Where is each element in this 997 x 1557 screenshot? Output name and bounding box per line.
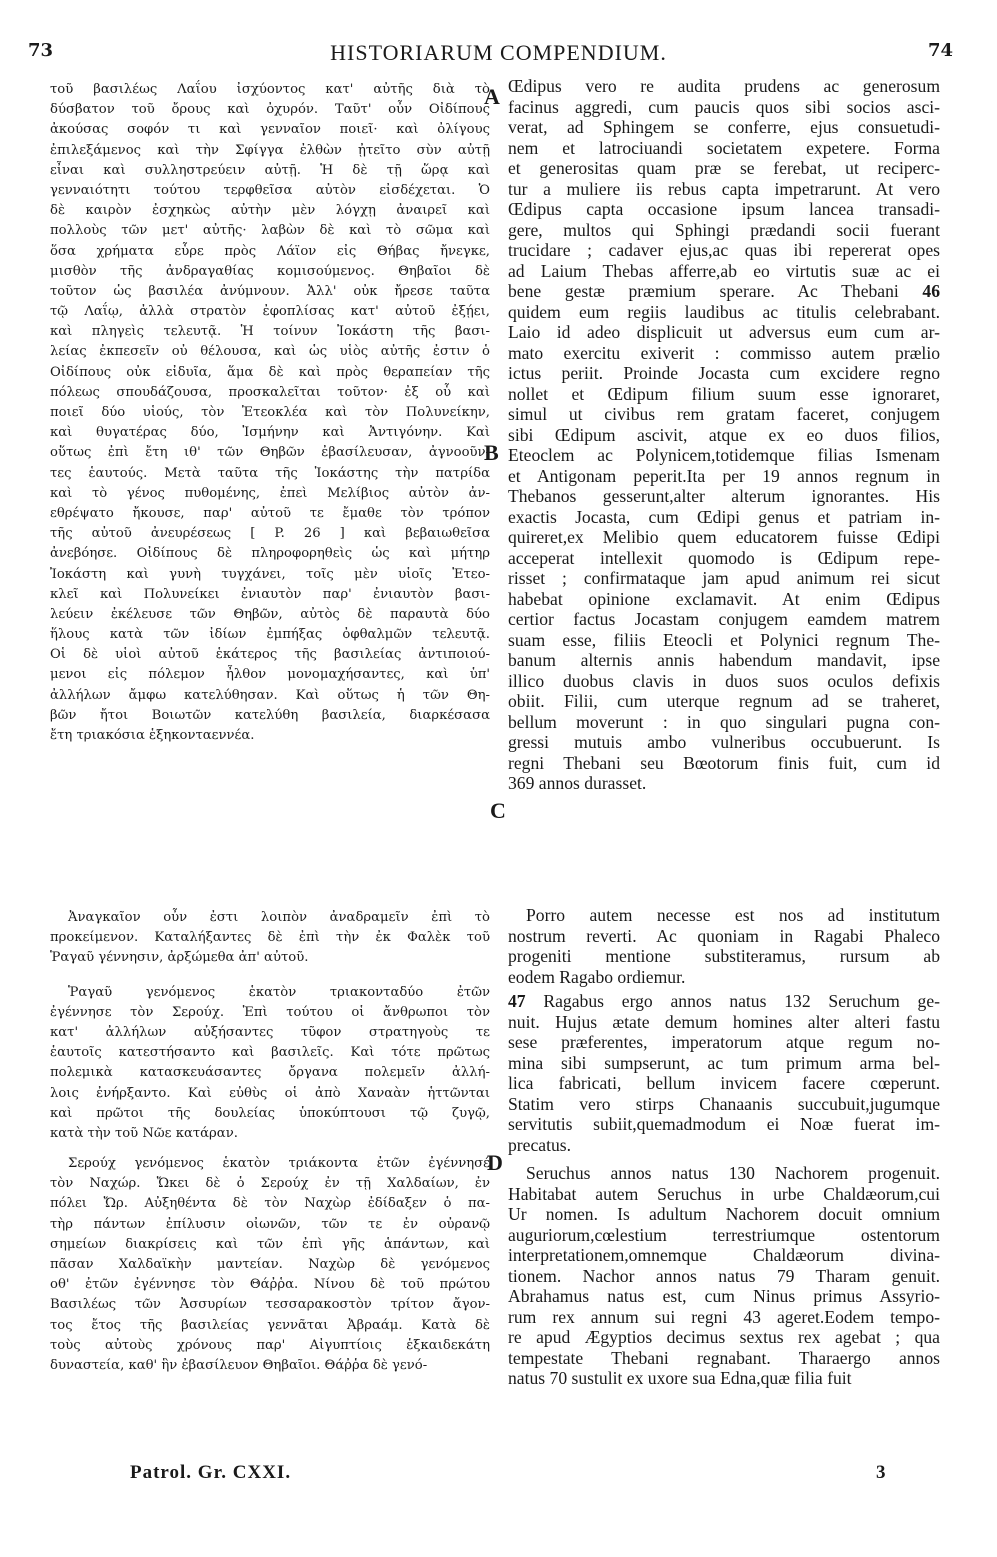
text-line: ποιεῖ δύο υἱούς, τὸν Ἐτεοκλέα καὶ τὸν Πολυνείκην, <box>50 405 490 420</box>
text-line: 47 Ragabus ergo annos natus 132 Seruchum ge- <box>508 991 940 1011</box>
page-number-right: 74 <box>927 40 953 61</box>
text-line: tur a muliere iis rebus capta impetrarunt. At vero <box>508 178 940 199</box>
text-line: καὶ θυγατέρας δύο, Ἰσμήνην καὶ Ἀντιγόνην. Καὶ <box>50 425 490 441</box>
text-line: δύσβατον τοῦ ὄρους καὶ ὀχυρόν. Ταῦτ' οὖν Οἰδίπους <box>50 102 490 118</box>
text-line: καὶ πρῶτοι τῆς δουλείας ὑποκύπτουσι τῷ ζυγῷ, <box>50 1105 490 1121</box>
text-line: Œdipus vero re audita prudens ac generosum <box>508 76 940 96</box>
text-line: 369 annos durasset. <box>508 773 647 793</box>
text-line: habebat opinione exclamavit. At enim Œdipus <box>508 588 940 609</box>
text-line: προκείμενον. Καταλήξαντες δὲ ἐπὶ τὴν ἐκ Φαλὲκ τοῦ <box>50 930 490 946</box>
text-line: exactis Jocasta, cum Œdipi genus et patriam in- <box>508 506 940 527</box>
text-line: facinus aggredi, cum paucis quos sibi socios asci- <box>508 96 940 117</box>
text-line: τὸν Ναχώρ. Ὤκει δὲ ὁ Σερούχ ἐν τῇ Χαλδαίων, ἐν <box>50 1176 490 1192</box>
text-line: κλεῖ καὶ Πολυνείκει ἐνιαυτὸν παρ' ἐνιαυτὸν βασι- <box>50 586 490 602</box>
text-line: ἑαυτοῖς κατεστήσαντο καὶ βασιλεῖς. Καὶ τότε πρῶτως <box>50 1045 490 1061</box>
text-line: λεύειν ἐκέλευσε τῶν Θηβῶν, αὐτὸς δὲ παραυτὰ δύο <box>50 606 490 622</box>
text-line: Οἰδίπους οὐκ εἰδυῖα, ἅμα δὲ καὶ πρὸς θεραπείαν τῆς <box>50 364 490 380</box>
text-line: natus 70 sustulit ex uxore sua Edna,quæ filia fuit <box>508 1368 852 1388</box>
text-line: ἀνεβόησε. Οἰδίπους δὲ πληροφορηθεὶς ὡς καὶ μήτηρ <box>50 546 490 562</box>
text-line: ἥλους κατὰ τῶν ἰδίων ἐμπήξας ὀφθαλμῶν τελευτᾷ. <box>50 627 490 643</box>
text-line: bene gestæ præmium sperare. Ac Thebani 46 <box>508 281 940 301</box>
text-line: Laio id adeo displicuit ut adversus eum cum ar- <box>508 322 940 342</box>
text-line: verat, ad Sphingem se conferre, ejus consuetudi- <box>508 117 940 137</box>
text-line: ἔτη τριακόσια ἑξηκονταεννέα. <box>50 728 255 743</box>
text-line: precatus. <box>508 1134 572 1155</box>
text-line: πᾶσαν Χαλδαϊκὴν μαντείαν. Ναχὼρ δὲ γενόμενος <box>50 1257 490 1272</box>
margin-marker-d: D <box>487 1150 503 1175</box>
text-line: quireret,ex Melibio quem educatorem fuisse Œdipi <box>508 527 940 547</box>
text-line: τος ἔτος τῆς βασιλείας γεννᾶται Ἀβραάμ. Κατὰ δὲ <box>50 1317 490 1333</box>
text-line: Ῥαγαῦ γέννησιν, ἀρξώμεθα ἀπ' αὐτοῦ. <box>50 950 309 966</box>
footer-signature: Patrol. Gr. CXXI. <box>130 1462 292 1483</box>
latin-column-top <box>508 76 940 794</box>
text-line: acceperat intellexit quomodo is Œdipum repe- <box>508 547 940 568</box>
text-line: γενναιότητι τούτου τερφθεῖσα αὐτὸν εἰσδέχεται. Ὁ <box>50 182 490 198</box>
text-line: τὴρ πάντων ἐπίλυσιν οἰωνῶν, τῶν τε ἐν οὐρανῷ <box>50 1216 490 1232</box>
text-line: Ῥαγαῦ γενόμενος ἑκατὸν τριακονταδύο ἐτῶν <box>68 984 490 1000</box>
text-line: κατὰ τὴν τοῦ Νῶε κατάραν. <box>50 1125 238 1141</box>
text-line: nollet et Œdipum filium suum esse ignoraret, <box>508 383 940 404</box>
text-line: Eteoclem ac Polynicem,totidemque filias Ismenam <box>508 445 940 465</box>
text-line: servitutis subiit,quemadmodum ei Noæ fuerat im- <box>508 1114 940 1134</box>
text-line: nostrum reverti. Ac quoniam in Ragabi Phaleco <box>508 925 940 946</box>
text-line: οὕτως ἐπὶ ἔτη ιθ' τῶν Θηβῶν ἐβασίλευσαν, ἀγνοοῦν- <box>50 445 490 461</box>
text-line: λοις ἐνήρξαντο. Καὶ εὐθὺς οἱ ἀπὸ Χαναὰν ἡττῶνται <box>50 1085 490 1101</box>
text-line: gere, multos qui Sphingi prædandi socii fuerant <box>508 219 940 240</box>
text-line: interpretationem,omnemque Chaldæorum divina- <box>508 1245 940 1265</box>
text-line: ἀκούσας σοφόν τι καὶ γενναῖον ποιεῖ· καὶ ὀλίγους <box>50 122 490 138</box>
text-line: δυναστεία, καθ' ἣν ἐβασίλευον Θηβαῖοι. Θάῤῥα δὲ γενό- <box>50 1357 428 1373</box>
text-line: τες ἑαυτούς. Μετὰ ταῦτα τῆς Ἰοκάστης τὴν πατρίδα <box>50 465 490 481</box>
text-line: nem et latrociuandi societatem expetere. Forma <box>508 137 940 158</box>
greek-column-bottom <box>50 908 490 1376</box>
text-line: οθ' ἐτῶν ἐγέννησε τὸν Θάῤῥα. Νίνου δὲ τοῦ πρώτου <box>50 1277 490 1293</box>
text-line: quidem eum regiis laudibus ac titulis celebrabant. <box>508 301 940 322</box>
text-line: lica fabricati, bellum invicem facere cœperunt. <box>508 1073 940 1093</box>
text-line: Ἰοκάστη καὶ γυνὴ τυγχάνει, τοῖς μὲν υἱοῖς Ἐτεο- <box>50 566 490 582</box>
text-line: πολεμικὰ κατασκευάσαντες ὄργανα πολεμεῖν ἀλλή- <box>50 1065 490 1081</box>
text-line: bellum moverunt : in quo singulari pugna con- <box>508 711 940 732</box>
latin-column-bottom <box>508 905 940 1389</box>
text-line: sibi Œdipum ascivit, atque ex eo duos filios, <box>508 424 940 445</box>
margin-marker-c: C <box>490 798 506 823</box>
text-line: nuit. Hujus ætate demum homines alter alteri fastu <box>508 1011 940 1032</box>
text-line: πόλεως σπουδάζουσα, προσκαλεῖται τοῦτον· ἐξ οὗ καὶ <box>50 384 490 400</box>
text-line: Statim vero stirps Chanaanis succubuit,jugumque <box>508 1093 940 1114</box>
text-line: βῶν ἤτοι Βοιωτῶν κατελύθη βασιλεία, διαρκέσασα <box>50 707 490 723</box>
text-line: Œdipus capta occasione ipsum lancea transadi- <box>508 199 940 219</box>
text-line: mato exercitu exiverit : commisso autem prælio <box>508 342 940 363</box>
text-line: πολλοὺς τῶν μετ' αὐτῆς· λαβὼν δὲ καὶ τὸ σῶμα καὶ <box>50 223 490 239</box>
text-line: λείας ἐκπεσεῖν οὐ θέλουσα, καὶ ὡς υἱὸς αὐτῆς ἐστιν ὁ <box>50 344 490 360</box>
text-line: risset ; confirmataque jam apud animum rei sicut <box>508 568 940 588</box>
running-title: HISTORIARUM COMPENDIUM. <box>330 40 667 65</box>
text-line: tionem. Nachor annos natus 79 Tharam genuit. <box>508 1265 940 1286</box>
text-line: regni Thebani seu Bœotorum finis fuit, cum id <box>508 752 940 773</box>
text-line: Porro autem necesse est nos ad institutum <box>526 905 940 925</box>
text-line: et Antigonam peperit.Ita per 19 annos regnum in <box>508 465 940 486</box>
text-line: certior factus Jocastam conjugem eamdem matrem <box>508 609 940 629</box>
text-line: et generositas quam præ se ferebat, ut reciperc- <box>508 158 940 178</box>
text-line: banum alternis annis habendum mandavit, ipse <box>508 650 940 670</box>
text-line: κατ' ἀλλήλων αὐξήσαντες τῦφον στρατηγοὺς τε <box>50 1024 490 1040</box>
text-line: καὶ πληγεὶς τελευτᾷ. Ἡ τοίνυν Ἰοκάστη τῆς βασι- <box>50 324 490 340</box>
text-line: τοὺς αὐτοὺς χρόνους παρ' Αἰγυπτίοις ἑξκαιδεκάτη <box>50 1337 490 1353</box>
text-line: tempestate Thebani regnabant. Tharaergo annos <box>508 1347 940 1368</box>
text-line: Habitabat autem Seruchus in urbe Chaldæorum,cui <box>508 1183 940 1204</box>
text-line: εἶναι καὶ συλληστρεύειν αὐτῇ. Ἡ δὲ τῇ ὥρᾳ καὶ <box>50 162 490 178</box>
text-line: illico duobus clavis in duos suos oculos defixis <box>508 670 940 691</box>
greek-column-top <box>50 80 490 746</box>
text-line: μισθὸν τῆς ἀνδραγαθίας κομισούμενος. Θηβαῖοι δὲ <box>50 263 490 279</box>
text-line: ἐπιλεξάμενος καὶ τὴν Σφίγγα ἐλθὼν ᾐτεῖτο σὺν αὐτῇ <box>50 142 490 158</box>
section-number: 47 <box>508 991 526 1011</box>
margin-marker-a: A <box>484 84 500 109</box>
column-marker: 46 <box>922 281 940 301</box>
text-line: μενοι εἰς πόλεμον ἦλθον μονομαχήσαντες, καὶ ὑπ' <box>50 667 490 683</box>
text-line: auguriorum,cœlestium terrestriumque ostentorum <box>508 1224 940 1245</box>
page-number-left: 73 <box>28 40 54 61</box>
text-line: Σερούχ γενόμενος ἑκατὸν τριάκοντα ἐτῶν ἐγέννησέ <box>68 1156 490 1172</box>
text-line: re apud Ægyptios decimus sextus rex agebat ; qua <box>508 1327 940 1347</box>
text-line: ἐγέννησε τὸν Σερούχ. Ἐπὶ τούτου οἱ ἄνθρωποι τὸν <box>50 1004 490 1020</box>
text-line: eodem Ragabo ordiemur. <box>508 966 686 987</box>
text-line: ad Laium Thebas afferre,ab eo virtutis suæ ac ei <box>508 260 940 281</box>
text-line: τοῦτον ὡς βασιλέα ἀνύμνουν. Ἀλλ' οὐκ ἤρεσε ταῦτα <box>50 283 490 299</box>
margin-marker-b: B <box>484 440 499 465</box>
text-line: ὅσα χρήματα εὗρε πρὸς Λάϊον εἰς Θήβας ἤνεγκε, <box>50 243 490 259</box>
text-line: καὶ τὸ γένος πυθομένης, ἐπεὶ Μελίβιος αὐτὸν ἀν- <box>50 485 490 501</box>
text-line: Ur nomen. Is adultum Nachorem docuit omnium <box>508 1204 940 1224</box>
text-line: mina sibi sumpserunt, ac tum primum arma bel- <box>508 1052 940 1073</box>
text-line: suam esse, filiis Eteocli et Polynici regnum The- <box>508 629 940 650</box>
text-line: Οἱ δὲ υἱοὶ αὐτοῦ ἑκάτερος τῆς βασιλείας ἀντιποιού- <box>50 647 490 663</box>
text-line: obiit. Filii, cum uterque regnum ad se traheret, <box>508 691 940 711</box>
text-line: Seruchus annos natus 130 Nachorem progenuit. <box>526 1163 940 1183</box>
text-line: rum rex annum sui regni 43 ageret.Eodem tempo- <box>508 1306 940 1327</box>
text-line: ictus periit. Proinde Jocasta cum excidere regno <box>508 363 940 383</box>
text-line: Thebanos gesserunt,alter alterum ignorantes. His <box>508 486 940 506</box>
text-line: Ἀναγκαῖον οὖν ἐστι λοιπὸν ἀναδραμεῖν ἐπὶ τὸ <box>68 910 490 925</box>
text-line: πόλει Ὤρ. Αὐξηθέντα δὲ τὸν Ναχὼρ ἐδίδαξεν ὁ πα- <box>50 1196 490 1212</box>
text-line: progeniti mentione substiteramus, rursum ab <box>508 946 940 966</box>
text-line: δὲ καιρὸν ἐσχηκὼς αὐτὴν μὲν λόγχῃ ἀναιρεῖ καὶ <box>50 203 490 219</box>
text-line: trucidare ; cadaver ejus,ac quas ibi repererat opes <box>508 240 940 260</box>
text-line: ἀλλήλων ἄμφω κατελύθησαν. Καὶ οὕτως ἡ τῶν Θη- <box>50 687 490 703</box>
text-line: τῷ Λαΐῳ, ἀλλὰ στρατὸν ἐφοπλίσας κατ' αὐτοῦ ἐξῄει, <box>50 304 490 320</box>
text-line: Abrahamus natus est, cum Ninus primus Assyrio- <box>508 1286 940 1306</box>
text-line: simul ut civibus rem gratam faceret, conjugem <box>508 404 940 424</box>
text-line: sese præferentes, imperatorum atque regum no- <box>508 1032 940 1052</box>
text-line: Βασιλέως τῶν Ἀσσυρίων τεσσαρακοστὸν τρίτον ἄγον- <box>50 1297 490 1313</box>
text-line: τῆς αὐτοῦ ἀνευρέσεως [ P. 26 ] καὶ βεβαιωθεῖσα <box>50 526 490 542</box>
text-line: σημείων διακρίσεις καὶ τῶν ἐπὶ γῆς ἁπάντων, καὶ <box>50 1236 490 1252</box>
text-line: εθρέψατο ἤκουσε, παρ' αὐτοῦ τε ἔμαθε τὸν τρόπον <box>50 505 490 521</box>
text-line: gressi mutuis ambo vulneribus occubuerunt. Is <box>508 732 940 752</box>
footer-gathering: 3 <box>876 1462 887 1483</box>
text-line: τοῦ βασιλέως Λαΐου ἰσχύοντος κατ' αὐτῆς διὰ τὸ <box>50 82 490 97</box>
